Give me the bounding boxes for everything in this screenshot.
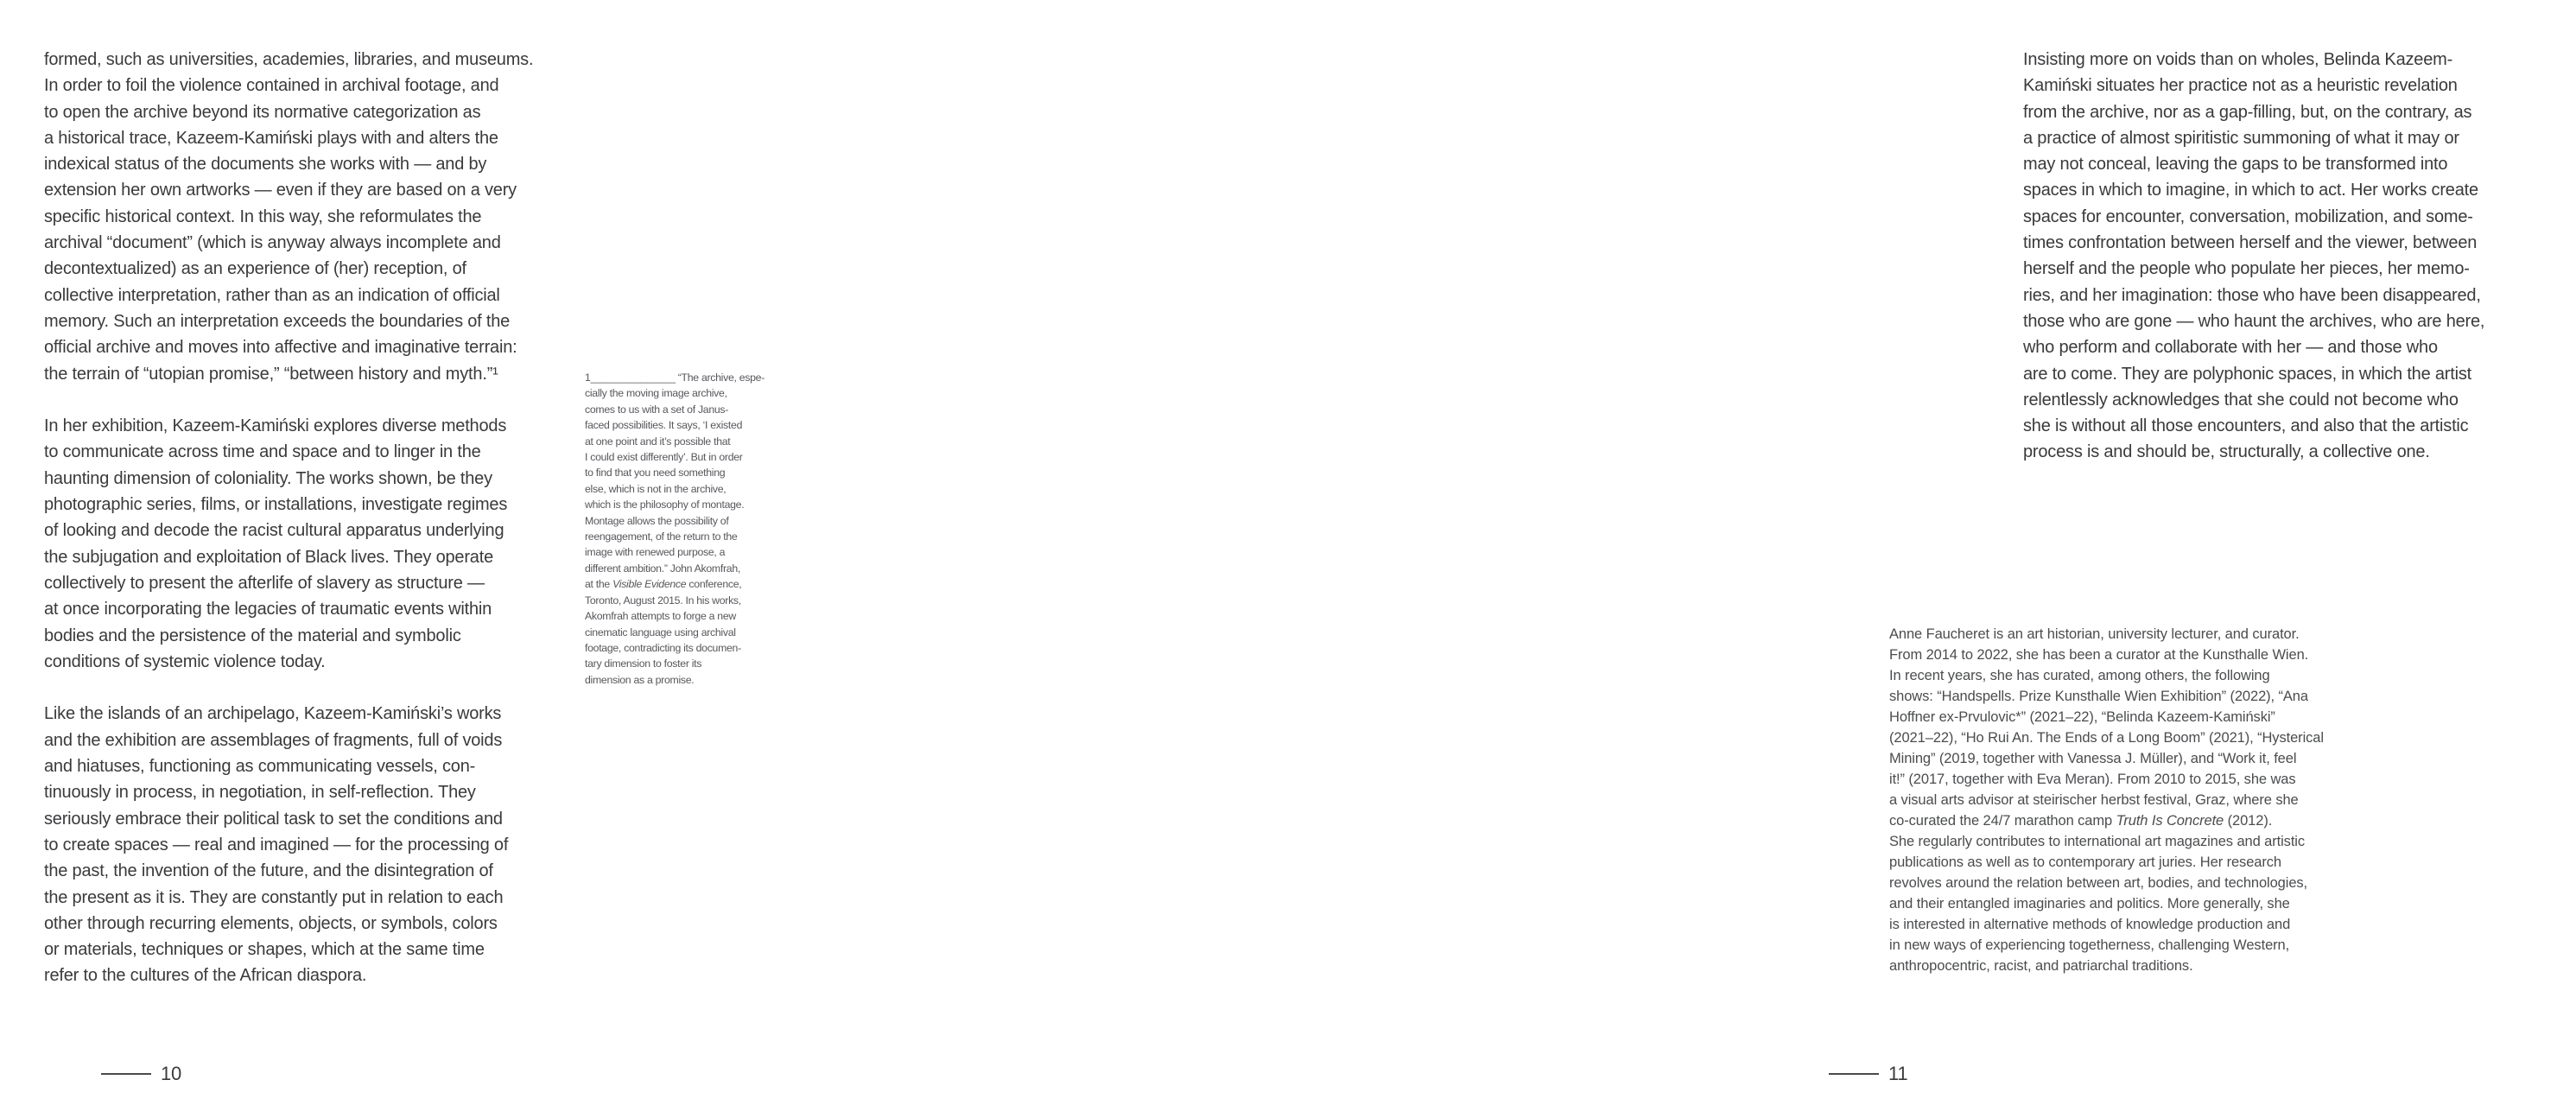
text-line: photographic series, films, or installations, investigate regimes [44, 495, 508, 515]
text-line: of looking and decode the racist cultural apparatus underlying [44, 521, 504, 541]
text-line: In recent years, she has curated, among others, the following [1889, 668, 2270, 683]
text-line: is interested in alternative methods of knowledge production and [1889, 917, 2291, 932]
text-line: footage, contradicting its documen- [585, 641, 741, 654]
text-line: or materials, techniques or shapes, which at the same time [44, 940, 485, 960]
text-line: are to come. They are polyphonic spaces, in which the artist [2023, 364, 2472, 384]
text-line: a historical trace, Kazeem-Kamiński plays with and alters the [44, 128, 498, 148]
text-line: co-curated the 24/7 marathon camp Truth Is Concrete (2012). [1889, 813, 2273, 829]
text-line: official archive and moves into affective and imaginative terrain: [44, 338, 517, 358]
text-line: revolves around the relation between art, bodies, and technologies, [1889, 875, 2308, 891]
text-line: at once incorporating the legacies of traumatic events within [44, 600, 492, 619]
text-line: Mining” (2019, together with Vanessa J. Müller), and “Work it, feel [1889, 751, 2297, 766]
page-11 [864, 0, 2485, 1118]
text-line: which is the philosophy of montage. [585, 499, 745, 511]
text-line: conditions of systemic violence today. [44, 651, 326, 671]
text-line: times confrontation between herself and the viewer, between [2023, 233, 2478, 253]
page-10 [0, 0, 864, 1118]
text-line: bodies and the persistence of the material and symbolic [44, 626, 461, 645]
text-line: she is without all those encounters, and also that the artistic [2023, 416, 2469, 436]
text-line: publications as well as to contemporary art juries. Her research [1889, 854, 2281, 870]
curator-bio [1889, 624, 2386, 976]
text-line: tinuously in process, in negotiation, in self-reflection. They [44, 783, 476, 803]
text-line: Toronto, August 2015. In his works, [585, 594, 741, 607]
text-line: Like the islands of an archipelago, Kazeem-Kamiński’s works [44, 704, 502, 724]
text-line: cially the moving image archive, [585, 387, 727, 400]
text-line: and their entangled imaginaries and politics. More generally, she [1889, 896, 2290, 912]
text-line: faced possibilities. It says, ‘I existed [585, 419, 743, 432]
text-line: in new ways of experiencing togetherness, challenging Western, [1889, 937, 2290, 953]
footnote-column [585, 370, 809, 688]
text-line: at the Visible Evidence conference, [585, 578, 742, 591]
text-line: From 2014 to 2022, she has been a curator at the Kunsthalle Wien. [1889, 647, 2309, 663]
page-number-right-value: 11 [1888, 1063, 1908, 1084]
text-line: In order to foil the violence contained in archival footage, and [44, 76, 499, 96]
text-line: seriously embrace their political task to set the conditions and [44, 809, 503, 829]
paragraph-archive-violence [44, 47, 601, 387]
right-text-column [2023, 47, 2576, 466]
text-line: the terrain of “utopian promise,” “between history and myth.”¹ [44, 364, 498, 384]
page-number-right [1829, 1061, 1907, 1087]
text-line: relentlessly acknowledges that she could not become who [2023, 390, 2459, 410]
text-line: Montage allows the possibility of [585, 514, 729, 527]
text-line: spaces for encounter, conversation, mobilization, and some- [2023, 206, 2473, 226]
text-line: memory. Such an interpretation exceeds the boundaries of the [44, 311, 511, 331]
text-line: dimension as a promise. [585, 673, 695, 686]
text-line: to communicate across time and space and to linger in the [44, 442, 481, 462]
text-line: spaces in which to imagine, in which to act. Her works create [2023, 181, 2478, 200]
text-line: Akomfrah attempts to forge a new [585, 610, 736, 623]
text-line: at one point and it’s possible that [585, 435, 731, 448]
text-line: image with renewed purpose, a [585, 546, 726, 559]
text-line: may not conceal, leaving the gaps to be transformed into [2023, 155, 2448, 175]
text-line: shows: “Handspells. Prize Kunsthalle Wien Exhibition” (2022), “Ana [1889, 689, 2308, 704]
text-line: it!” (2017, together with Eva Meran). From 2010 to 2015, she was [1889, 772, 2296, 787]
text-line: a visual arts advisor at steirischer herbst festival, Graz, where she [1889, 792, 2299, 808]
text-line: In her exhibition, Kazeem-Kamiński explores diverse methods [44, 416, 507, 436]
paragraph-archipelago [44, 701, 601, 988]
text-line: to create spaces — real and imagined — for the processing of [44, 835, 509, 854]
text-line: tary dimension to foster its [585, 657, 702, 670]
text-line: specific historical context. In this way, she reformulates the [44, 206, 482, 226]
text-line: Kamiński situates her practice not as a heuristic revelation [2023, 76, 2458, 96]
text-line: I could exist differently’. But in order [585, 451, 743, 464]
text-line: herself and the people who populate her pieces, her memo- [2023, 259, 2470, 279]
text-line: refer to the cultures of the African diaspora. [44, 966, 367, 986]
text-line: the present as it is. They are constantly put in relation to each [44, 887, 504, 907]
text-line: different ambition.” John Akomfrah, [585, 562, 740, 575]
text-line: decontextualized) as an experience of (her) reception, of [44, 259, 466, 279]
page-number-rule-right [1829, 1073, 1879, 1075]
text-line: extension her own artworks — even if they are based on a very [44, 181, 517, 200]
text-line: Hoffner ex-Prvulovic*” (2021–22), “Belinda Kazeem-Kamiński” [1889, 709, 2275, 725]
text-line: who perform and collaborate with her — and those who [2023, 338, 2438, 358]
text-line: those who are gone — who haunt the archives, who are here, [2023, 311, 2485, 331]
text-line: other through recurring elements, objects, or symbols, colors [44, 913, 498, 933]
text-line: the past, the invention of the future, and the disintegration of [44, 861, 493, 881]
text-line: Anne Faucheret is an art historian, university lecturer, and curator. [1889, 626, 2300, 642]
text-line: collective interpretation, rather than as an indication of official [44, 285, 500, 305]
page-number-left [101, 1061, 181, 1087]
text-line: to open the archive beyond its normative categorization as [44, 102, 481, 122]
text-line: else, which is not in the archive, [585, 482, 726, 495]
text-line: ries, and her imagination: those who have been disappeared, [2023, 285, 2481, 305]
text-line: reengagement, of the return to the [585, 530, 738, 543]
text-line: comes to us with a set of Janus- [585, 403, 729, 416]
text-line: collectively to present the afterlife of slavery as structure — [44, 573, 485, 593]
text-line: anthropocentric, racist, and patriarchal traditions. [1889, 958, 2193, 974]
left-text-column [44, 47, 601, 989]
text-line: indexical status of the documents she works with — and by [44, 155, 487, 175]
text-line: She regularly contributes to international art magazines and artistic [1889, 834, 2306, 849]
text-line: 1_______________ “The archive, espe- [585, 372, 765, 384]
text-line: Insisting more on voids than on wholes, Belinda Kazeem- [2023, 50, 2453, 69]
text-line: from the archive, nor as a gap-filling, but, on the contrary, as [2023, 102, 2472, 122]
text-line: process is and should be, structurally, a collective one. [2023, 442, 2430, 462]
text-line: archival “document” (which is anyway always incomplete and [44, 233, 501, 253]
text-line: and hiatuses, functioning as communicating vessels, con- [44, 757, 476, 777]
page-number-rule-left [101, 1073, 151, 1075]
text-line: the subjugation and exploitation of Black lives. They operate [44, 547, 493, 567]
text-line: (2021–22), “Ho Rui An. The Ends of a Long Boom” (2021), “Hysterical [1889, 730, 2324, 746]
text-line: to find that you need something [585, 467, 726, 480]
paragraph-voids-wholes [2023, 47, 2576, 466]
text-line: formed, such as universities, academies, libraries, and museums. [44, 50, 534, 69]
text-line: cinematic language using archival [585, 626, 736, 638]
page-number-left-value: 10 [161, 1063, 182, 1084]
text-line: haunting dimension of coloniality. The works shown, be they [44, 468, 492, 488]
text-line: a practice of almost spiritistic summoning of what it may or [2023, 128, 2459, 148]
text-line: and the exhibition are assemblages of fragments, full of voids [44, 730, 503, 750]
paragraph-exhibition-methods [44, 413, 601, 675]
